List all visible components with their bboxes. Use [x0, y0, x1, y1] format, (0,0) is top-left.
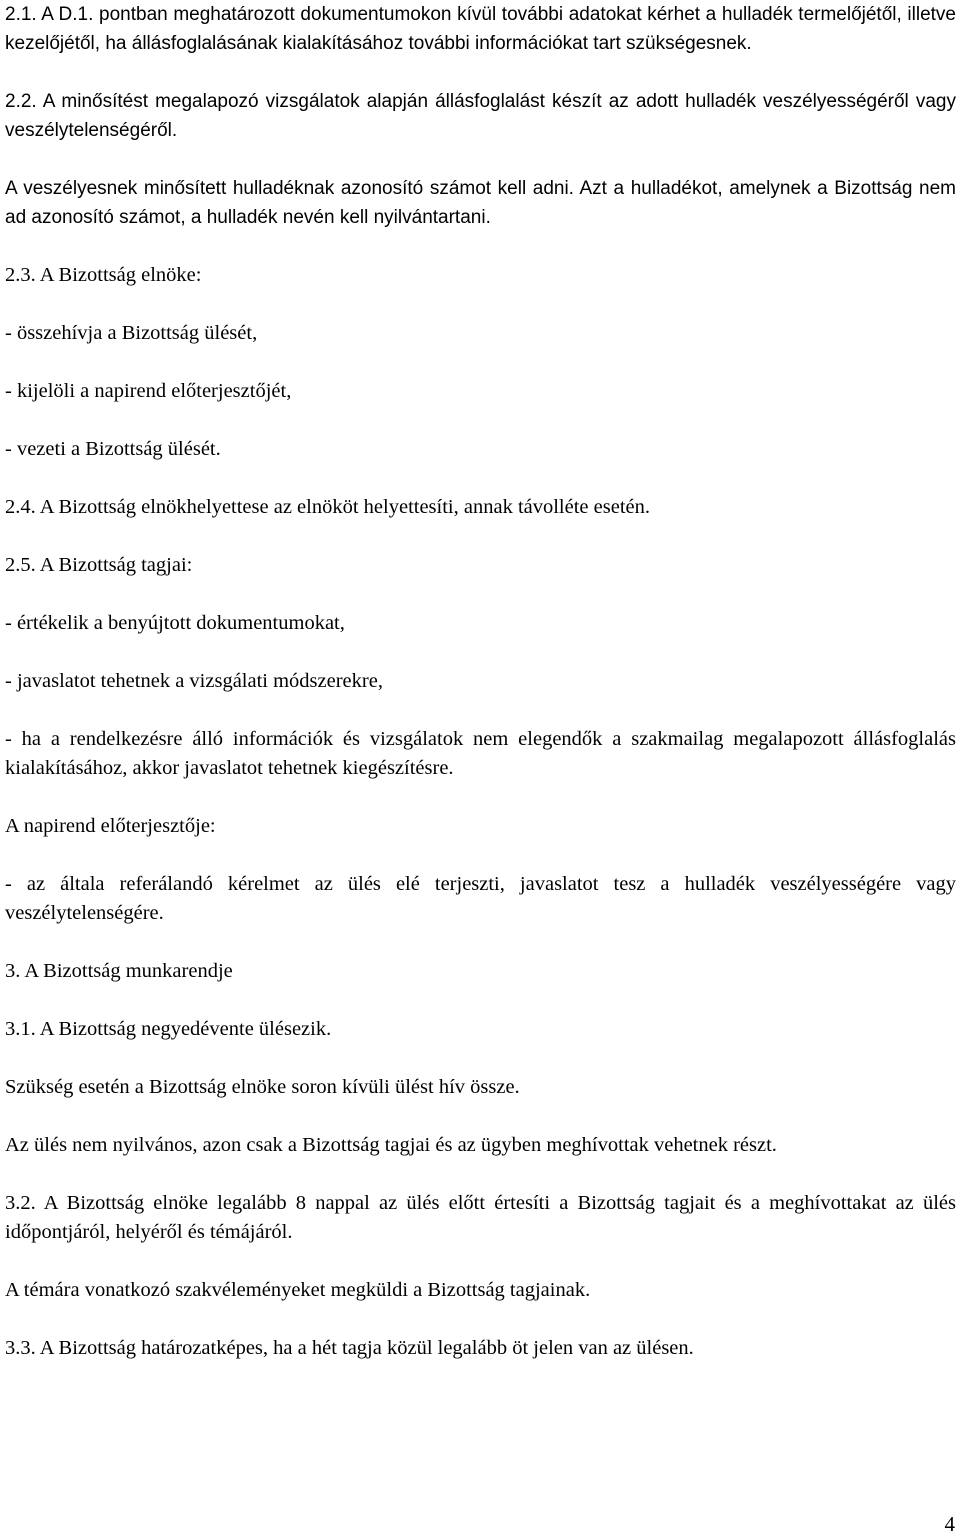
paragraph-2-3: 2.3. A Bizottság elnöke: [5, 264, 202, 286]
document-page [5, 0, 956, 1363]
paragraph-identifier-rule: A veszélyesnek minősített hulladéknak azonosító számot kell adni. Azt a hulladékot, amelynek a Bizottság nem ad azonosító számot, a hulladék nevén kell nyilvántartani. [5, 178, 956, 228]
paragraph-rapporteur: A napirend előterjesztője: [5, 815, 216, 837]
list-item-rapporteur-duty: - az általa referálandó kérelmet az ülés elé terjeszti, javaslatot tesz a hulladék veszélyességére vagy veszélytelenségére. [5, 873, 956, 924]
paragraph-closed-session: Az ülés nem nyilvános, azon csak a Bizottság tagjai és az ügyben meghívottak vehetnek részt. [5, 1134, 777, 1156]
paragraph-3-3: 3.3. A Bizottság határozatképes, ha a hét tagja közül legalább öt jelen van az ülésen. [5, 1337, 694, 1359]
section-heading-3: 3. A Bizottság munkarendje [5, 960, 233, 982]
list-item-chair-duty-2: - kijelöli a napirend előterjesztőjét, [5, 380, 292, 402]
list-item-member-duty-3: - ha a rendelkezésre álló információk és vizsgálatok nem elegendők a szakmailag megalapozott állásfoglalás kialakításához, akkor javaslatot tehetnek kiegészítésre. [5, 728, 956, 779]
paragraph-2-1: 2.1. A D.1. pontban meghatározott dokumentumokon kívül további adatokat kérhet a hulladék termelőjétől, illetve kezelőjétől, ha állásfoglalásának kialakításához további információkat tart szükségesnek. [5, 4, 956, 54]
list-item-chair-duty-3: - vezeti a Bizottság ülését. [5, 438, 221, 460]
paragraph-3-2: 3.2. A Bizottság elnöke legalább 8 nappal az ülés előtt értesíti a Bizottság tagjait és a meghívottakat az ülés időpontjáról, helyéről és témájáról. [5, 1192, 956, 1243]
paragraph-2-2: 2.2. A minősítést megalapozó vizsgálatok alapján állásfoglalást készít az adott hulladék veszélyességéről vagy veszélytelenségéről. [5, 91, 956, 141]
paragraph-2-5: 2.5. A Bizottság tagjai: [5, 554, 193, 576]
list-item-chair-duty-1: - összehívja a Bizottság ülését, [5, 322, 258, 344]
list-item-member-duty-1: - értékelik a benyújtott dokumentumokat, [5, 612, 345, 634]
page-number: 4 [944, 1512, 955, 1536]
paragraph-2-4: 2.4. A Bizottság elnökhelyettese az elnököt helyettesíti, annak távolléte esetén. [5, 496, 650, 518]
list-item-member-duty-2: - javaslatot tehetnek a vizsgálati módszerekre, [5, 670, 383, 692]
paragraph-expert-opinions: A témára vonatkozó szakvéleményeket megküldi a Bizottság tagjainak. [5, 1279, 591, 1301]
paragraph-3-1: 3.1. A Bizottság negyedévente ülésezik. [5, 1018, 332, 1040]
paragraph-extra-session: Szükség esetén a Bizottság elnöke soron kívüli ülést hív össze. [5, 1076, 520, 1098]
